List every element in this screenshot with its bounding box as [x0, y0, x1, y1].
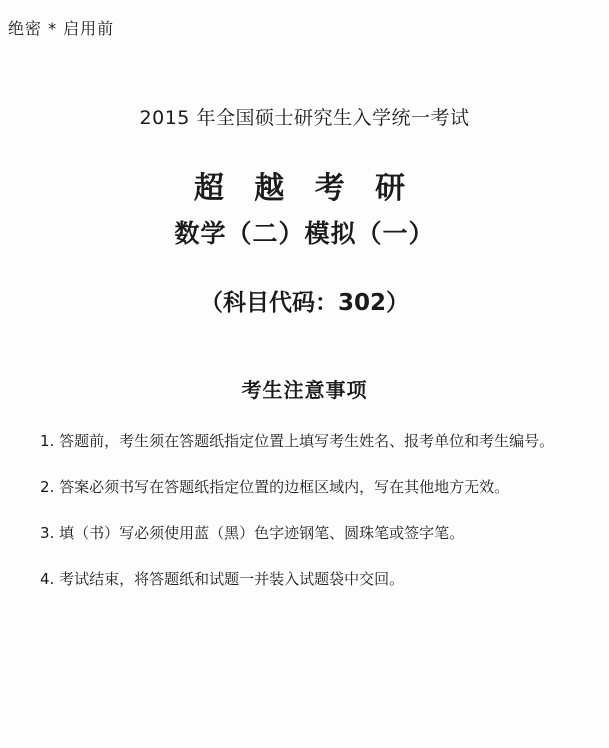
- notice-item: 4. 考试结束，将答题纸和试题一并装入试题袋中交回。: [40, 570, 405, 588]
- subject-title: 数学（二）模拟（一）: [174, 219, 435, 248]
- brand-title: 超 越 考 研: [193, 171, 416, 206]
- confidentiality-label: 绝密 * 启用前: [8, 19, 115, 38]
- notice-list: [40, 431, 605, 615]
- notice-heading: 考生注意事项: [241, 378, 368, 402]
- notice-item: 3. 填（书）写必须使用蓝（黑）色字迹钢笔、圆珠笔或签字笔。: [40, 524, 465, 542]
- notice-item: 2. 答案必须书写在答题纸指定位置的边框区域内，写在其他地方无效。: [40, 478, 510, 496]
- exam-title: 2015 年全国硕士研究生入学统一考试: [139, 107, 470, 129]
- notice-item: 1. 答题前，考生须在答题纸指定位置上填写考生姓名、报考单位和考生编号。: [40, 432, 555, 450]
- subject-code: （科目代码：302）: [199, 290, 409, 316]
